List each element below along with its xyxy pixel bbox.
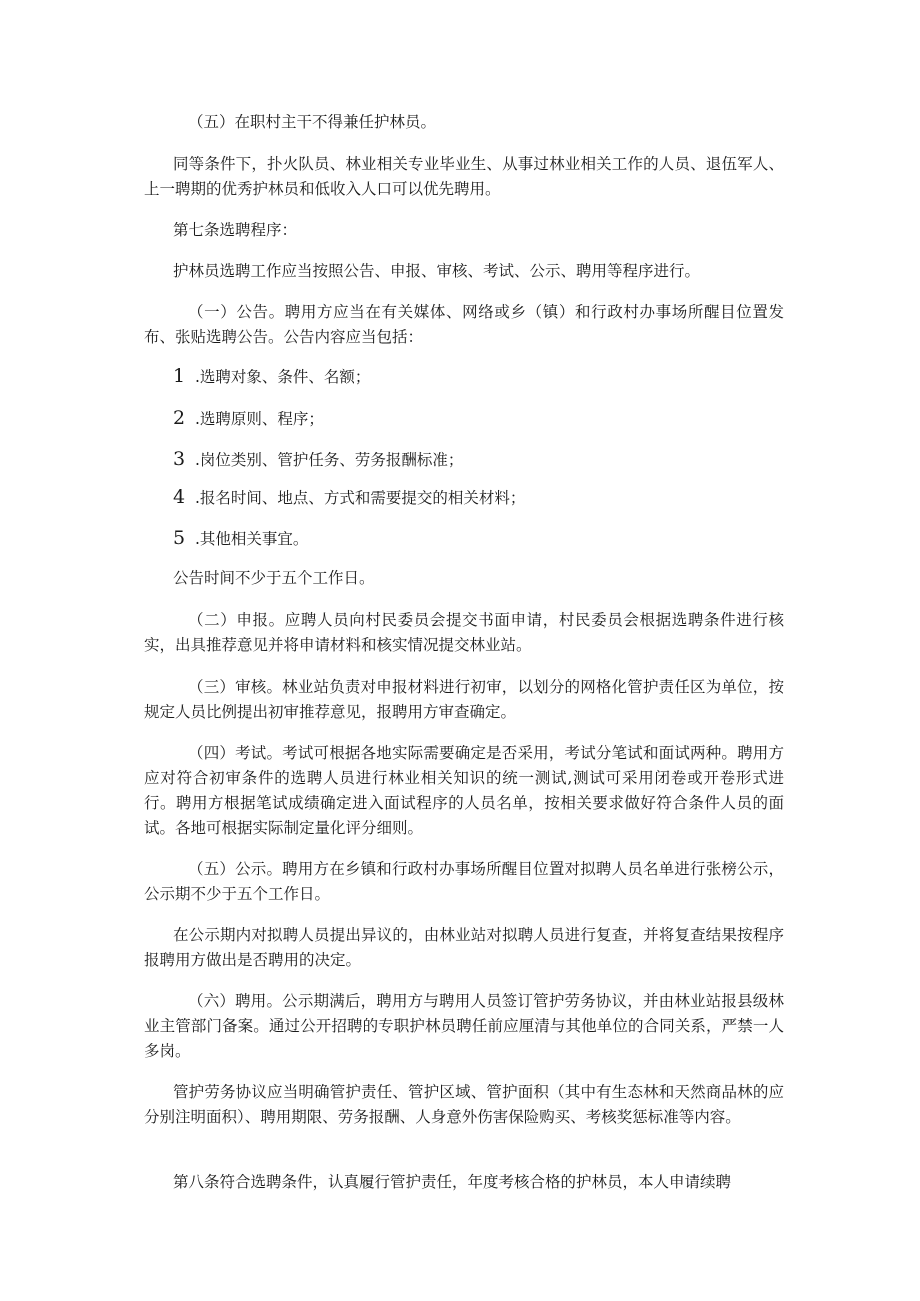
paragraph-hiring: （六）聘用。公示期满后，聘用方与聘用人员签订管护劳务协议，并由林业站报县级林业主管部门备案。通过公开招聘的专职护林员聘任前应厘清与其他单位的合同关系，严禁一人多岗。 xyxy=(144,992,784,1060)
article-7-heading: 第七条选聘程序： xyxy=(173,221,298,239)
paragraph-agreement-content: 管护劳务协议应当明确管护责任、管护区域、管护面积（其中有生态林和天然商品林的应分别注明面积）、聘用期限、劳务报酬、人身意外伤害保险购买、考核奖惩标准等内容。 xyxy=(144,1083,784,1126)
paragraph-procedure-overview: 护林员选聘工作应当按照公告、申报、审核、考试、公示、聘用等程序进行。 xyxy=(173,262,701,280)
list-item-text: .报名时间、地点、方式和需要提交的相关材料； xyxy=(195,489,526,507)
article-8-paragraph: 第八条符合选聘条件，认真履行管护责任，年度考核合格的护林员，本人申请续聘 xyxy=(173,1173,732,1191)
list-item-text: .其他相关事宜。 xyxy=(195,530,309,548)
paragraph-exam: （四）考试。考试可根据各地实际需要确定是否采用，考试分笔试和面试两种。聘用方应对符合初审条件的选聘人员进行林业相关知识的统一测试,测试可采用闭卷或开卷形式进行。聘用方根据笔试成绩确定进入面试程序的人员名单，按相关要求做好符合条件人员的面试。各地可根据实际制定量化评分细则。 xyxy=(144,744,784,837)
paragraph-review: （三）审核。林业站负责对申报材料进行初审，以划分的网格化管护责任区为单位，按规定人员比例提出初审推荐意见，报聘用方审查确定。 xyxy=(144,678,784,721)
paragraph-objection: 在公示期内对拟聘人员提出异议的，由林业站对拟聘人员进行复查，并将复查结果按程序报聘用方做出是否聘用的决定。 xyxy=(144,926,784,969)
list-item-number: 2 xyxy=(173,407,186,429)
list-item xyxy=(173,406,324,432)
paragraph-item-5-condition: （五）在职村主干不得兼任护林员。 xyxy=(188,113,437,131)
list-item-text: .选聘原则、程序； xyxy=(195,410,324,428)
paragraph-publicity: （五）公示。聘用方在乡镇和行政村办事场所醒目位置对拟聘人员名单进行张榜公示，公示期不少于五个工作日。 xyxy=(144,860,784,903)
list-item-number: 3 xyxy=(173,448,186,470)
list-item-number: 4 xyxy=(173,486,186,508)
paragraph-application: （二）申报。应聘人员向村民委员会提交书面申请，村民委员会根据选聘条件进行核实，出具推荐意见并将申请材料和核实情况提交林业站。 xyxy=(144,611,784,654)
paragraph-announcement: （一）公告。聘用方应当在有关媒体、网络或乡（镇）和行政村办事场所醒目位置发布、张贴选聘公告。公告内容应当包括： xyxy=(144,303,784,346)
list-item xyxy=(173,485,525,511)
list-item xyxy=(173,447,463,473)
list-item-text: .选聘对象、条件、名额； xyxy=(195,368,371,386)
list-item-text: .岗位类别、管护任务、劳务报酬标准； xyxy=(195,451,464,469)
paragraph-announcement-duration: 公告时间不少于五个工作日。 xyxy=(173,569,375,587)
list-item xyxy=(173,526,308,552)
list-item-number: 1 xyxy=(173,365,186,387)
paragraph-priority-hiring: 同等条件下，扑火队员、林业相关专业毕业生、从事过林业相关工作的人员、退伍军人、上一聘期的优秀护林员和低收入人口可以优先聘用。 xyxy=(144,155,784,198)
list-item-number: 5 xyxy=(173,527,186,549)
list-item xyxy=(173,364,370,390)
